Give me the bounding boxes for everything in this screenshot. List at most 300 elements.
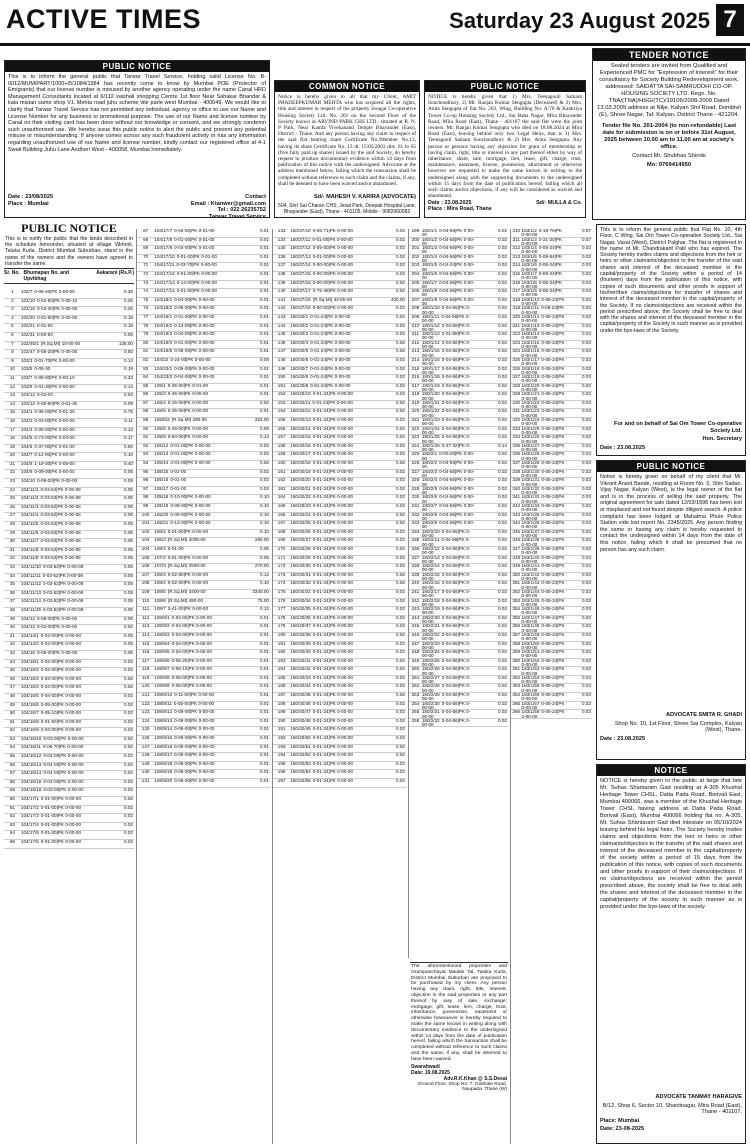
row-aakarani: 0.01 xyxy=(260,752,269,758)
row-survey-id: 102/21 xyxy=(20,323,35,329)
row-survey-no xyxy=(422,504,476,512)
row-sr-no: 63 xyxy=(9,821,15,827)
row-sr-no: 28 xyxy=(9,521,15,527)
row-survey-no xyxy=(290,452,363,460)
row-aakarani: 0.03 xyxy=(582,339,591,345)
row-survey-no xyxy=(154,358,227,366)
row-area: 0-03-00|PK 0-00-00 xyxy=(43,787,84,793)
row-survey-id: 180/1/24 xyxy=(421,425,440,431)
row-sr-no: 322 xyxy=(512,331,521,337)
row-survey-id: 150/40/36 xyxy=(290,614,311,620)
row-survey-no xyxy=(21,479,93,487)
row-area: 0-06-24|PK 0-00-00 xyxy=(521,288,562,298)
row-survey-no xyxy=(290,478,363,486)
row-aakarani: 3340.00 xyxy=(252,588,269,594)
row-survey-id: 150/40/46 xyxy=(290,700,311,706)
row-sr-no: 56 xyxy=(9,761,15,767)
row-aakarani: 0.02 xyxy=(396,270,405,276)
row-sr-no: 156 xyxy=(277,425,286,431)
row-survey-no xyxy=(154,719,227,727)
row-survey-id: 103/13 xyxy=(20,400,35,406)
row-survey-no xyxy=(290,736,363,744)
row-survey-id: 180/2/27 xyxy=(421,674,440,680)
row-survey-no xyxy=(422,315,476,323)
row-sr-no: 151 xyxy=(277,382,286,388)
row-survey-no xyxy=(422,470,476,478)
row-aakarani: 0.03 xyxy=(582,700,591,706)
row-aakarani: 0.05 xyxy=(124,331,133,337)
row-area: 0-01-24|PK 0-00-00 xyxy=(310,348,351,354)
row-survey-no xyxy=(154,693,227,701)
row-sr-no: 192 xyxy=(277,735,286,741)
row-survey-id: 183/1/31 xyxy=(521,477,540,483)
row-survey-no xyxy=(290,306,363,314)
row-sr-no: 149 xyxy=(277,365,286,371)
row-survey-id: 150/37/12 xyxy=(290,245,311,251)
row-survey-no xyxy=(21,290,93,298)
row-area: 0-14-00|PK 0-00-00 xyxy=(176,279,217,285)
row-survey-no xyxy=(154,487,227,495)
row-survey-id: 104/11/5 xyxy=(20,521,39,527)
row-survey-id: 104/11/4 xyxy=(20,512,39,518)
row-sr-no: 121 xyxy=(141,692,150,698)
row-area: 0-01-00|PK 0-00-00 xyxy=(40,821,82,827)
notice-samant xyxy=(424,80,586,218)
row-sr-no: 342 xyxy=(512,503,521,508)
row-survey-no xyxy=(21,393,93,401)
row-sr-no: 18 xyxy=(9,435,15,441)
row-survey-no xyxy=(290,513,363,521)
row-sr-no: 245 xyxy=(411,623,420,629)
row-survey-id: 180/2/14 xyxy=(421,563,440,569)
row-survey-id: 180/1/8 xyxy=(421,288,438,294)
row-survey-no xyxy=(154,736,227,744)
row-survey-id: 150/40/2 xyxy=(290,322,309,328)
row-sr-no: 336 xyxy=(512,451,521,457)
row-sr-no: 71 xyxy=(143,262,149,268)
row-survey-id: 105/6/2 xyxy=(154,417,170,423)
row-survey-id: 150/40/21 xyxy=(290,485,311,491)
row-survey-id: 104/19/5 xyxy=(154,348,173,354)
row-area: 0-36-00|PK 0-01-30 xyxy=(34,409,75,415)
row-aakarani: 0.02 xyxy=(396,700,405,706)
row-area: 0-01-24|PK 0-00-00 xyxy=(310,365,351,371)
row-sr-no: 352 xyxy=(512,588,521,594)
row-survey-id: 180/2/8 xyxy=(421,511,438,517)
row-sr-no: 42 xyxy=(9,641,15,647)
row-sr-no: 188 xyxy=(277,700,286,706)
row-area: 0-01-00|PK 0-00-00 xyxy=(40,804,82,810)
row-survey-no xyxy=(154,538,227,546)
row-aakarani: 0.75 xyxy=(124,409,133,415)
row-aakarani: 0.02 xyxy=(498,391,507,397)
row-sr-no: 202 xyxy=(411,253,420,259)
row-aakarani: 0.01 xyxy=(260,339,269,345)
row-survey-id: 183/1/23 xyxy=(521,408,540,414)
row-area: 0-01-24|PK 0-00-00 xyxy=(312,503,353,508)
row-survey-id: 104/16/12 xyxy=(20,753,42,759)
row-survey-id: 150/40/12 xyxy=(290,408,311,414)
row-aakarani: 0.01 xyxy=(260,408,269,414)
row-area: 0-01-24|PK 0-00-00 xyxy=(312,614,353,620)
row-area: 0-01-24|PK 0-00-00 xyxy=(312,477,353,483)
row-area: 0-01-50|PK 0-00-00 xyxy=(40,718,82,724)
row-area: 0-01-00|PK 0-01-00 xyxy=(176,253,217,259)
row-area: 0-04-56|PK 0-00-00 xyxy=(421,305,471,315)
row-survey-id: 104/9 xyxy=(20,469,33,475)
row-aakarani: 0.05 xyxy=(124,512,133,518)
row-area: 0-06-00|PK 0-00-00 xyxy=(174,717,215,723)
row-aakarani: 0.02 xyxy=(498,588,507,594)
row-survey-no xyxy=(154,461,227,469)
row-area: 0-01-00|PK 0-00-00 xyxy=(170,442,211,448)
row-survey-id: 150/40/18 xyxy=(290,460,311,466)
row-area: 0-01-24|PK 0-00-00 xyxy=(312,649,353,655)
row-survey-no xyxy=(290,435,363,443)
row-sr-no: 109 xyxy=(141,588,150,594)
row-survey-no xyxy=(290,384,363,392)
row-survey-no xyxy=(522,281,567,289)
row-aakarani: 0.01 xyxy=(260,348,269,354)
row-area: 0-04-56|PK 0-00-00 xyxy=(421,692,471,702)
row-survey-id: 180/2/17 xyxy=(421,588,440,594)
row-sr-no: 176 xyxy=(277,597,286,603)
row-aakarani: 0.01 xyxy=(260,236,269,242)
row-survey-no xyxy=(522,427,567,435)
row-survey-id: 150/40/47 xyxy=(290,709,311,715)
row-area: 0-35-00|PK 0-00-00 xyxy=(167,408,209,414)
row-survey-no xyxy=(21,720,93,728)
row-survey-no xyxy=(154,616,227,624)
row-survey-no xyxy=(290,547,363,555)
row-survey-id: 183/1/38 xyxy=(521,537,540,543)
tender-notice-body: Sealed tenders are invited from Qualified and Experienced PMC for "Expression of Interest" for their consultancy for Society Building Redevelopment work, addressed: SAIDATTA SAI-SAMRUDDHI CO-OP. HOUSING SOCIETY LTD. Regn. No. TNA/(TNA)/HSG/(TC)/19106/2008-2009 Dated 13.03.2009 address at Nilje, Kalyan Shil Road, Dombivli (E), Shree Nagar, Tal: Kalyan, District Thane - 421204. xyxy=(597,63,741,118)
row-sr-no: 157 xyxy=(277,434,286,440)
row-survey-no xyxy=(290,246,363,254)
row-area: 0-04-56|PK 0-00-00 xyxy=(421,253,475,264)
row-survey-no xyxy=(422,246,476,254)
row-survey-id: 150/40/54 xyxy=(290,769,311,775)
row-area: 0-01-24|PK 0-00-00 xyxy=(312,735,353,741)
row-area: 0-04-56|PK 0-00-00 xyxy=(421,322,471,332)
row-survey-no xyxy=(522,624,567,632)
row-survey-no xyxy=(422,495,476,503)
row-survey-id: 183/1/10 xyxy=(521,296,540,302)
row-survey-id: 104/11/6 xyxy=(20,529,39,535)
row-sr-no: 204 xyxy=(411,270,420,276)
row-aakarani: 0.02 xyxy=(396,717,405,723)
row-aakarani: 0.05 xyxy=(124,632,133,638)
row-sr-no: 16 xyxy=(9,417,15,423)
row-aakarani: 0.19 xyxy=(124,366,133,372)
row-sr-no: 54 xyxy=(9,744,15,750)
notice-right-2-heading: PUBLIC NOTICE xyxy=(597,461,745,472)
row-survey-no xyxy=(522,590,567,598)
row-survey-id: 150/37/14 xyxy=(290,262,311,268)
row-area: 0-04-56|PK 0-00-00 xyxy=(421,270,475,281)
row-survey-no xyxy=(290,289,363,297)
row-aakarani: 0.01 xyxy=(260,760,269,766)
row-survey-no xyxy=(522,289,567,297)
row-aakarani: 0.03 xyxy=(582,588,591,594)
row-aakarani: 0.02 xyxy=(498,709,507,715)
row-sr-no: 199 xyxy=(411,229,420,233)
row-sr-no: 90 xyxy=(143,425,149,431)
row-sr-no: 119 xyxy=(141,674,150,680)
row-survey-id: 104/11/3 xyxy=(20,503,39,509)
row-sr-no: 112 xyxy=(141,614,150,620)
row-aakarani: 0.03 xyxy=(582,709,591,715)
row-area: 0-01-24|PK 0-00-00 xyxy=(310,339,351,345)
row-aakarani: 0.03 xyxy=(582,288,591,294)
row-area: 0-04-56|PK 0-00-00 xyxy=(421,545,471,556)
row-survey-no xyxy=(422,444,476,452)
row-aakarani: 0.01 xyxy=(260,614,269,620)
notice-right-1 xyxy=(596,224,746,456)
row-sr-no: 330 xyxy=(512,399,521,405)
row-survey-id: 183/1/16 xyxy=(521,348,540,354)
row-aakarani: 0.02 xyxy=(498,468,507,474)
row-area: 0-06-24|PK 0-00-00 xyxy=(521,245,562,255)
notice-tarwar-heading: PUBLIC NOTICE xyxy=(5,61,269,72)
row-area: 0-01-24|PK 0-00-00 xyxy=(310,313,351,319)
land-table-column-5 xyxy=(510,229,592,1144)
row-area: 0-04-56|PK 0-00-00 xyxy=(421,460,475,470)
row-area: 0-06-24|PK 0-00-00 xyxy=(521,606,565,616)
row-survey-id: 180/2/12 xyxy=(421,545,440,551)
row-sr-no: 22 xyxy=(9,469,15,475)
row-aakarani: 0.02 xyxy=(396,434,405,440)
row-sr-no: 49 xyxy=(9,701,15,707)
row-area: 0-03-52|PK 0-00-08 xyxy=(40,555,81,561)
row-sr-no: 349 xyxy=(512,563,521,569)
row-survey-id: 183/1/43 xyxy=(521,580,540,586)
row-survey-no xyxy=(154,272,227,280)
row-area: 0-00-00|PK 0-00-00 xyxy=(312,270,353,276)
row-area: 0-02-00|PK 0-00-00 xyxy=(167,580,209,586)
row-survey-id: 104/17/13 xyxy=(154,279,175,285)
row-survey-id: 183/1/40 xyxy=(521,554,540,560)
row-aakarani: 0.02 xyxy=(498,331,507,337)
notice-samant-heading: PUBLIC NOTICE xyxy=(425,81,585,92)
row-survey-no xyxy=(290,556,363,564)
row-area: 0-03-52|PK 0-00-08 xyxy=(42,572,83,578)
notice-samant-signatory: Sd/- MULLA & Co. xyxy=(536,200,582,206)
row-aakarani: 0.02 xyxy=(260,477,269,483)
row-survey-id: 180/1/17 xyxy=(421,365,440,371)
row-area: 0-01-24|PK 0-00-00 xyxy=(312,399,353,405)
row-survey-no xyxy=(21,660,93,668)
row-survey-no xyxy=(154,727,227,735)
row-area: 0-04-56|PK 0-00-00 xyxy=(421,356,471,367)
row-survey-id: 150/37/19 xyxy=(290,305,311,311)
row-sr-no: 211 xyxy=(411,331,420,337)
row-survey-id: 183/1/20 xyxy=(521,382,540,388)
row-aakarani: 0.02 xyxy=(498,494,507,500)
row-aakarani: 0.02 xyxy=(124,787,133,793)
row-survey-id: 103/12 xyxy=(20,392,35,398)
row-aakarani: 0.02 xyxy=(498,520,507,526)
row-area: 0-08-00|PK 0-00-00 xyxy=(36,478,78,484)
row-sr-no: 92 xyxy=(143,442,149,448)
row-area: 0-06-24|PK 0-00-00 xyxy=(521,494,565,504)
row-survey-no xyxy=(522,341,567,349)
row-survey-no xyxy=(21,703,93,711)
main-notice-intro: This is to notify the public that the lands described in the schedule hereunder, situated at village Vikhroli, Taluka Kurla, District Mumbai Suburban, stand in the name of the owners and the owners have agreed to transfer the same. xyxy=(5,236,133,267)
row-survey-no xyxy=(290,693,363,701)
row-survey-no xyxy=(290,281,363,289)
row-area: 0-04-56|PK 0-00-00 xyxy=(421,700,471,710)
row-survey-id: 150/40/9 xyxy=(290,382,309,388)
row-area: 0-03-00|PK 0-00-00 xyxy=(34,417,75,423)
row-survey-no xyxy=(422,633,476,641)
row-sr-no: 173 xyxy=(277,571,286,577)
row-survey-id: 104/11/2 xyxy=(20,495,39,501)
row-sr-no: 238 xyxy=(411,563,420,569)
row-survey-id: 183/1/35 xyxy=(521,511,540,517)
row-survey-no xyxy=(290,719,363,727)
row-survey-no xyxy=(290,616,363,624)
row-area: 0-01-24|PK 0-00-00 xyxy=(312,778,353,783)
row-survey-no xyxy=(21,385,93,393)
row-area: 0-01-24|PK 0-00-00 xyxy=(312,434,353,440)
row-area: 0-06-24|PK 0-00-00 xyxy=(521,399,565,410)
row-aakarani: 0.01 xyxy=(260,313,269,319)
row-survey-id: 104/16/10 xyxy=(20,735,42,741)
row-survey-no xyxy=(422,435,476,443)
row-survey-no xyxy=(154,633,227,641)
row-aakarani: 0.02 xyxy=(498,417,507,423)
row-sr-no: 4 xyxy=(11,314,14,320)
row-area: 0-08-64|PK 0-00-00 xyxy=(521,253,562,264)
row-survey-id: 104/1 xyxy=(20,409,33,415)
row-aakarani: 0.03 xyxy=(582,365,591,371)
row-survey-no xyxy=(290,409,363,417)
row-aakarani: 0.03 xyxy=(582,442,591,448)
row-area: 0-01-00|PK 0-00-00 xyxy=(40,796,82,802)
tender-notice-dates: Tender file No. 201-2004 (to non-refundable) Last date for submission is on or before 31st August, 2025 between 10.00 am to 11.00 am at society's office. xyxy=(601,123,737,150)
row-aakarani: 0.02 xyxy=(260,468,269,474)
row-survey-no xyxy=(422,332,476,340)
row-survey-id: 183/1/50 xyxy=(521,640,540,646)
row-aakarani: 0.02 xyxy=(396,262,405,268)
row-aakarani: 0.02 xyxy=(498,580,507,586)
row-area: 0-04-00|PK 0-00-00 xyxy=(40,641,82,647)
row-survey-id: 183/1/54 xyxy=(521,674,540,680)
row-aakarani: 0.05 xyxy=(124,641,133,647)
row-sr-no: 328 xyxy=(512,382,521,388)
row-aakarani: 0.02 xyxy=(396,382,405,388)
row-aakarani: 0.02 xyxy=(498,229,507,233)
row-aakarani: 0.05 xyxy=(124,555,133,561)
row-sr-no: 325 xyxy=(512,356,521,362)
row-aakarani: 0.02 xyxy=(124,761,133,767)
row-aakarani: 0.02 xyxy=(498,253,507,259)
row-sr-no: 75 xyxy=(143,296,149,302)
row-survey-no xyxy=(154,444,227,452)
row-survey-no xyxy=(422,676,476,684)
row-survey-no xyxy=(290,332,363,340)
row-survey-id: 180/1/23 xyxy=(421,417,440,423)
row-aakarani: 0.09 xyxy=(124,478,133,484)
row-survey-no xyxy=(290,341,363,349)
row-survey-no xyxy=(290,642,363,650)
row-survey-id: 180/1/12 xyxy=(421,322,440,328)
row-area: 0-04-56|PK 0-00-00 xyxy=(421,382,471,392)
row-survey-no xyxy=(154,745,227,753)
row-sr-no: 350 xyxy=(512,571,521,577)
row-area: 0-01-24|PK 0-00-00 xyxy=(312,692,353,698)
row-aakarani: 0.02 xyxy=(396,666,405,672)
row-survey-id: 180/1/1 xyxy=(421,229,438,233)
row-sr-no: 197 xyxy=(277,778,286,783)
row-survey-no xyxy=(154,298,227,306)
row-survey-id: 183/1/48 xyxy=(521,623,540,629)
row-sr-no: 326 xyxy=(512,365,521,371)
row-area: 0-04-56|PK 0-00-00 xyxy=(421,245,475,255)
row-survey-no xyxy=(154,547,227,555)
row-survey-no xyxy=(290,401,363,409)
row-area: 0-03-30|PK 0-00-00 xyxy=(36,306,78,312)
row-area: 0-04-56|PK 0-00-00 xyxy=(421,649,471,659)
row-aakarani: 0.02 xyxy=(124,692,133,698)
row-survey-id: 150/40/15 xyxy=(290,434,311,440)
masthead xyxy=(0,0,750,46)
row-survey-no xyxy=(522,530,567,538)
row-sr-no: 141 xyxy=(277,296,286,302)
row-survey-id: 183/1/3 xyxy=(521,236,537,242)
row-aakarani: 0.02 xyxy=(124,735,133,741)
row-survey-id: 180/2/29 xyxy=(421,692,440,698)
row-sr-no: 179 xyxy=(277,623,286,629)
row-sr-no: 53 xyxy=(9,735,15,741)
row-aakarani: 0.11 xyxy=(124,417,133,423)
row-survey-id: 105/21 xyxy=(154,520,169,526)
row-area: 0-04-56|PK 0-00-00 xyxy=(421,288,475,298)
row-aakarani: 0.03 xyxy=(582,279,591,285)
row-sr-no: 218 xyxy=(411,391,420,397)
row-survey-id: 108/3 xyxy=(154,571,166,577)
row-area: 0-04-00|PK 0-00-00 xyxy=(171,649,212,655)
row-survey-id: 104/2 xyxy=(20,417,33,423)
row-survey-no xyxy=(422,392,476,400)
page-number: 7 xyxy=(716,4,744,36)
row-area: (R.Sq.Mt) 2500-00 xyxy=(167,563,206,569)
row-area: 0-06-00|PK 0-00-00 xyxy=(34,426,75,432)
row-survey-id: 183/1/49 xyxy=(521,631,540,637)
row-survey-no xyxy=(290,461,363,469)
newspaper-title: ACTIVE TIMES xyxy=(6,4,202,34)
row-survey-id: 150/40/23 xyxy=(290,503,311,508)
row-aakarani: 0.02 xyxy=(396,614,405,620)
row-sr-no: 40 xyxy=(9,624,15,630)
row-survey-no xyxy=(290,521,363,529)
row-survey-id: 104/17/4 xyxy=(20,821,39,827)
row-sr-no: 341 xyxy=(512,494,521,500)
row-aakarani: 0.02 xyxy=(124,821,133,827)
row-sr-no: 23 xyxy=(9,478,15,484)
row-aakarani: 0.10 xyxy=(260,520,269,526)
main-notice-footer xyxy=(410,962,508,1144)
row-aakarani: 0.02 xyxy=(124,624,133,630)
row-survey-id: 180/2/4 xyxy=(421,477,438,483)
row-sr-no: 115 xyxy=(141,640,150,646)
row-sr-no: 209 xyxy=(411,313,420,319)
row-sr-no: 166 xyxy=(277,511,286,517)
row-survey-no xyxy=(422,599,476,607)
row-survey-no xyxy=(522,315,567,323)
row-survey-id: 104/11/9 xyxy=(20,555,39,561)
